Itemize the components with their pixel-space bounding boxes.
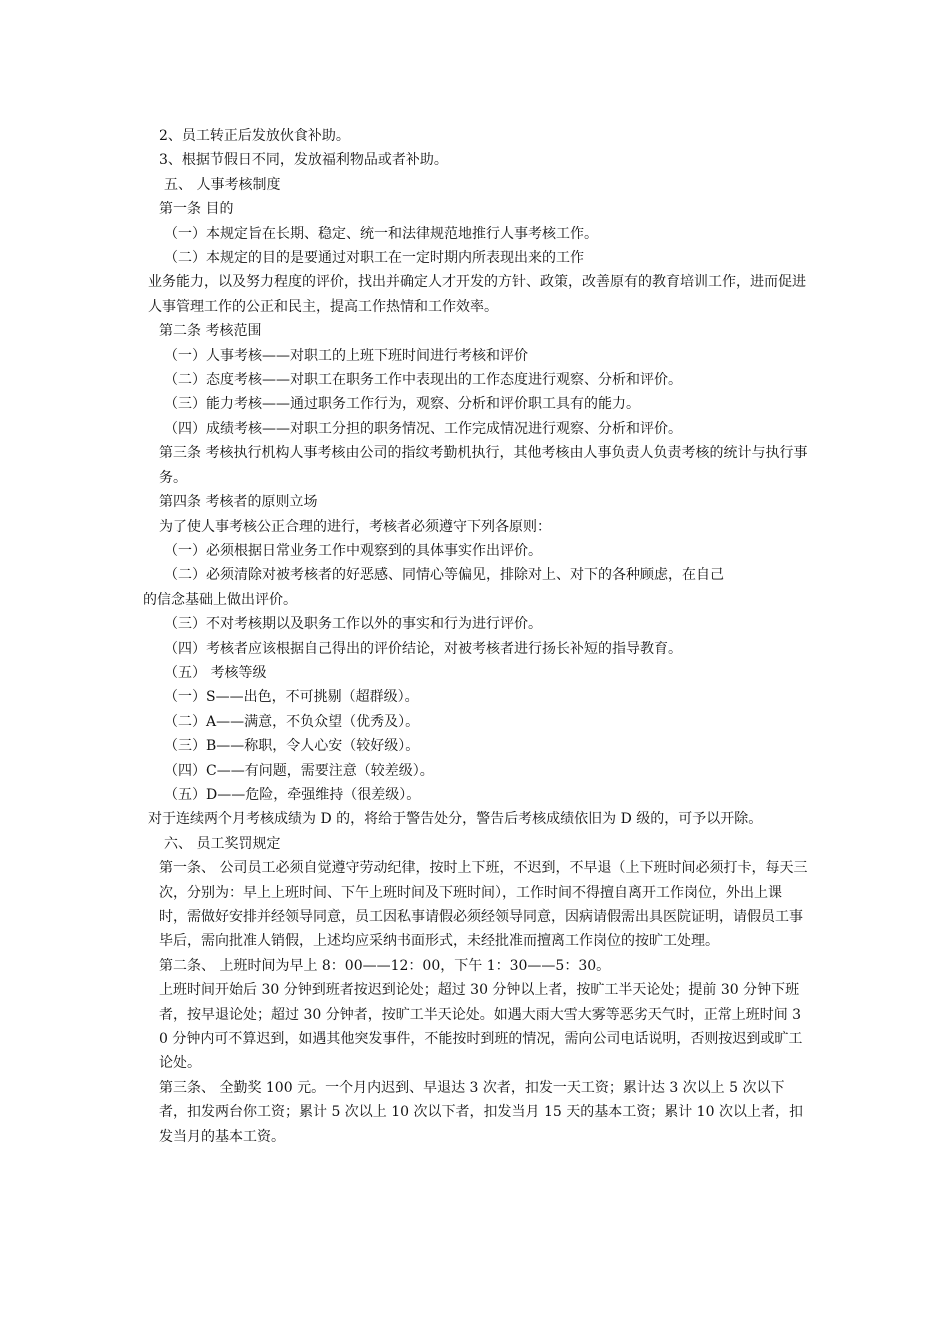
grade-item: （三）B——称职，令人心安（较好级）。 [164, 738, 420, 755]
paragraph: 为了使人事考核公正合理的进行，考核者必须遵守下列各原则： [159, 518, 551, 535]
paragraph: 的信念基础上做出评价。 [143, 591, 297, 608]
paragraph: 上班时间开始后 30 分钟到班者按迟到论处；超过 30 分钟以上者，按旷工半天论处；提前 30 分钟下班者，按早退论处；超过 30 分钟者，按旷工半天论处。如遇大雨大雪大雾等恶劣天气时，正常上班时间 30 分钟内可不算迟到，如遇其他突发事件，不能按时到班的情况，需向公司电话说明，否则按迟到或旷工论处。 [159, 982, 803, 1072]
paragraph: （三）不对考核期以及职务工作以外的事实和行为进行评价。 [164, 616, 542, 633]
paragraph: （三）能力考核——通过职务工作行为，观察、分析和评价职工具有的能力。 [164, 396, 640, 413]
paragraph: （四）成绩考核——对职工分担的职务情况、工作完成情况进行观察、分析和评价。 [164, 420, 682, 437]
paragraph: （一）本规定旨在长期、稳定、统一和法律规范地推行人事考核工作。 [164, 225, 598, 242]
paragraph: （二）态度考核——对职工在职务工作中表现出的工作态度进行观察、分析和评价。 [164, 372, 682, 389]
paragraph: （二）必须清除对被考核者的好恶感、同情心等偏见，排除对上、对下的各种顾虑，在自己 [164, 567, 724, 584]
paragraph: （一）必须根据日常业务工作中观察到的具体事实作出评价。 [164, 542, 542, 559]
grade-item: （五）D——危险，牵强维持（很差级）。 [164, 786, 421, 803]
paragraph-benefit-3: 3、根据节假日不同，发放福利物品或者补助。 [159, 152, 448, 169]
document-body [143, 124, 809, 1149]
article-heading: 第一条 目的 [159, 201, 234, 218]
article-heading: 第二条 考核范围 [159, 323, 262, 340]
paragraph: （四）考核者应该根据自己得出的评价结论，对被考核者进行扬长补短的指导教育。 [164, 640, 682, 657]
paragraph: （一）人事考核——对职工的上班下班时间进行考核和评价 [164, 347, 528, 364]
grade-item: （一）S——出色，不可挑剔（超群级）。 [164, 689, 419, 706]
article-heading: 第四条 考核者的原则立场 [159, 494, 318, 511]
grade-item: （四）C——有问题，需要注意（较差级）。 [164, 762, 434, 779]
grade-item: （二）A——满意，不负众望（优秀及）。 [164, 713, 420, 730]
section-heading-6: 六、 员工奖罚规定 [164, 835, 281, 852]
paragraph: 第二条、 上班时间为早上 8：00——12：00，下午 1：30——5：30。 [159, 957, 611, 974]
paragraph: 第一条、 公司员工必须自觉遵守劳动纪律，按时上下班，不迟到，不早退（上下班时间必须打卡，每天三次，分别为：早上上班时间、下午上班时间及下班时间），工作时间不得擅自离开工作岗位，外出上课时，需做好安排并经领导同意，员工因私事请假必须经领导同意，因病请假需出具医院证明，请假员工事毕后，需向批准人销假，上述均应采纳书面形式，未经批准而擅离工作岗位的按旷工处理。 [159, 860, 808, 950]
section-heading-5: 五、 人事考核制度 [164, 176, 281, 193]
paragraph: 第三条、 全勤奖 100 元。一个月内迟到、早退达 3 次者，扣发一天工资；累计达 3 次以上 5 次以下者，扣发两台你工资；累计 5 次以上 10 次以下者，扣发当月 15 天的基本工资；累计 10 次以上者，扣发当月的基本工资。 [159, 1079, 803, 1145]
paragraph: （二）本规定的目的是要通过对职工在一定时期内所表现出来的工作 [164, 250, 584, 267]
paragraph: 业务能力，以及努力程度的评价，找出并确定人才开发的方针、政策，改善原有的教育培训工作，进而促进人事管理工作的公正和民主，提高工作热情和工作效率。 [148, 274, 806, 315]
paragraph: 对于连续两个月考核成绩为 D 的，将给于警告处分，警告后考核成绩依旧为 D 级的，可予以开除。 [148, 811, 763, 828]
paragraph-benefit-2: 2、员工转正后发放伙食补助。 [159, 128, 350, 144]
paragraph: （五） 考核等级 [164, 664, 267, 681]
article-heading: 第三条 考核执行机构人事考核由公司的指纹考勤机执行，其他考核由人事负责人负责考核的统计与执行事务。 [159, 445, 808, 486]
